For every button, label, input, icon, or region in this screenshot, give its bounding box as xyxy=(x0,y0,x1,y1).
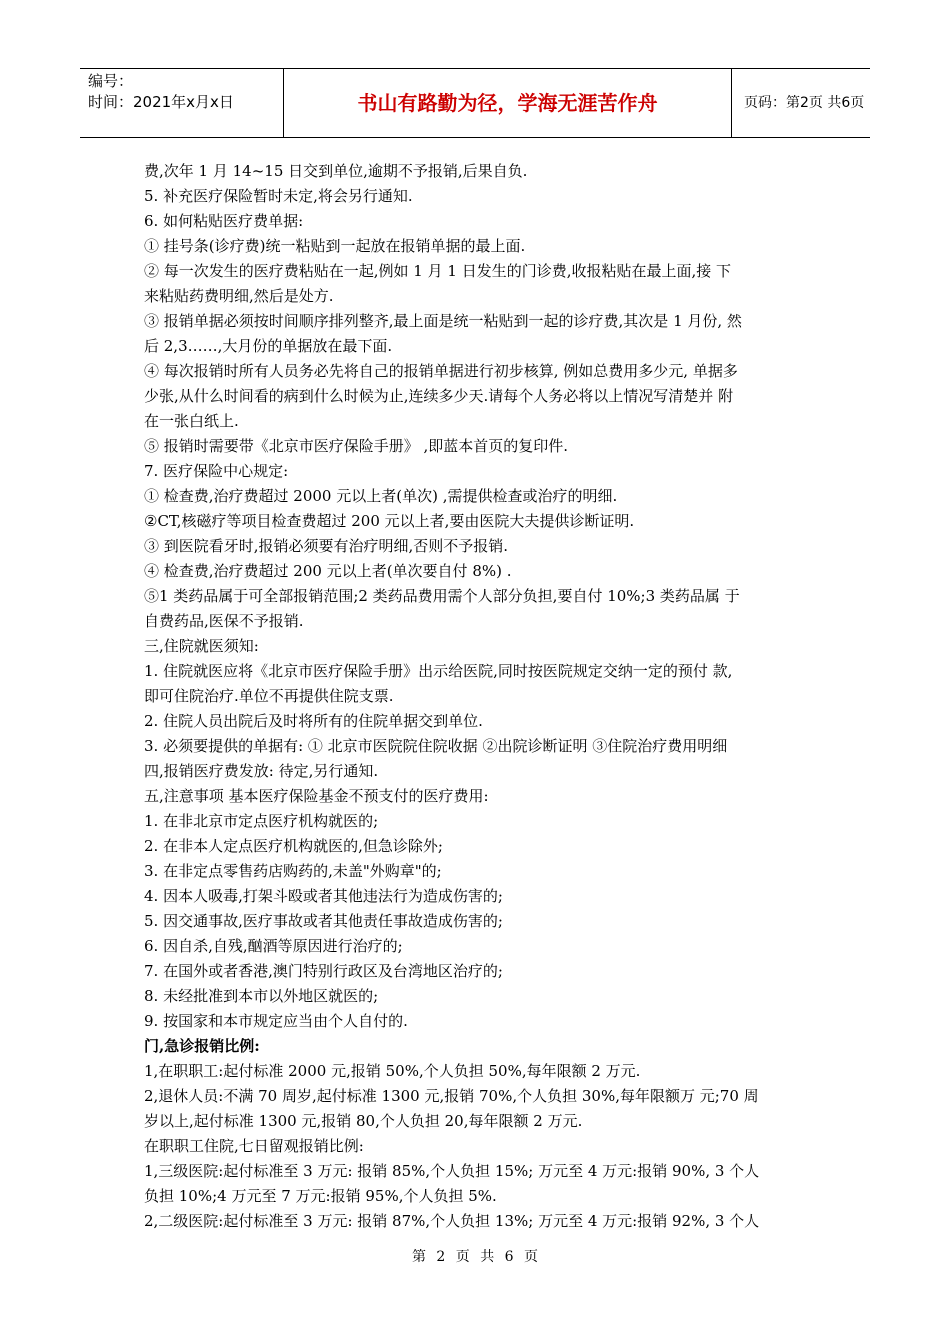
section-heading-bold: 门,急诊报销比例: xyxy=(144,1037,260,1055)
body-line: 1. 在非北京市定点医疗机构就医的; xyxy=(144,812,379,830)
body-line: ② 每一次发生的医疗费粘贴在一起,例如 1 月 1 日发生的门诊费,收报粘贴在最上面,接 下 xyxy=(144,262,732,280)
body-line: 负担 10%;4 万元至 7 万元:报销 95%,个人负担 5%. xyxy=(144,1187,497,1205)
header-page-number: 页码：第2页 共6页 xyxy=(744,95,865,111)
page-header xyxy=(80,68,870,138)
body-line: 6. 如何粘贴医疗费单据: xyxy=(144,212,304,230)
body-line: 2,退休人员:不满 70 周岁,起付标准 1300 元,报销 70%,个人负担 30%,每年限额万 元;70 周 xyxy=(144,1087,759,1105)
body-line: 5. 补充医疗保险暂时未定,将会另行通知. xyxy=(144,187,413,205)
body-line: 5. 因交通事故,医疗事故或者其他责任事故造成伤害的; xyxy=(144,912,503,930)
body-line: 3. 在非定点零售药店购药的,未盖"外购章"的; xyxy=(144,862,442,880)
body-line: ⑤ 报销时需要带《北京市医疗保险手册》 ,即蓝本首页的复印件. xyxy=(144,437,569,455)
section-heading: 三,住院就医须知: xyxy=(144,637,259,655)
header-motto: 书山有路勤为径，学海无涯苦作舟 xyxy=(284,69,732,137)
document-number-label: 编号： xyxy=(88,72,134,90)
body-line: 3. 必须要提供的单据有: ① 北京市医院院住院收据 ②出院诊断证明 ③住院治疗费用明细 xyxy=(144,737,728,755)
body-line: 6. 因自杀,自残,酗酒等原因进行治疗的; xyxy=(144,937,403,955)
body-line: 自费药品,医保不予报销. xyxy=(144,612,304,630)
body-line: 9. 按国家和本市规定应当由个人自付的. xyxy=(144,1012,408,1030)
body-line: 7. 医疗保险中心规定: xyxy=(144,462,289,480)
body-line: ④ 每次报销时所有人员务必先将自己的报销单据进行初步核算, 例如总费用多少元, 单据多 xyxy=(144,362,738,380)
section-heading: 四,报销医疗费发放: 待定,另行通知. xyxy=(144,762,379,780)
body-line: ③ 到医院看牙时,报销必须要有治疗明细,否则不予报销. xyxy=(144,537,509,555)
body-line: ②CT,核磁疗等项目检查费超过 200 元以上者,要由医院大夫提供诊断证明. xyxy=(144,512,635,530)
document-date-label: 时间：2021年x月x日 xyxy=(88,93,234,111)
body-line: ① 检查费,治疗费超过 2000 元以上者(单次) ,需提供检查或治疗的明细. xyxy=(144,487,618,505)
body-line: 岁以上,起付标准 1300 元,报销 80,个人负担 20,每年限额 2 万元. xyxy=(144,1112,583,1130)
body-line: 少张,从什么时间看的病到什么时候为止,连续多少天.请每个人务必将以上情况写清楚并 附 xyxy=(144,387,734,405)
body-line: 2,二级医院:起付标准至 3 万元: 报销 87%,个人负担 13%; 万元至 4 万元:报销 92%, 3 个人 xyxy=(144,1212,760,1230)
body-line: 1,在职职工:起付标准 2000 元,报销 50%,个人负担 50%,每年限额 2 万元. xyxy=(144,1062,641,1080)
body-line: 7. 在国外或者香港,澳门特别行政区及台湾地区治疗的; xyxy=(144,962,503,980)
body-line: ⑤1 类药品属于可全部报销范围;2 类药品费用需个人部分负担,要自付 10%;3 类药品属 于 xyxy=(144,587,740,605)
body-line: 1. 住院就医应将《北京市医疗保险手册》出示给医院,同时按医院规定交纳一定的预付 款, xyxy=(144,662,733,680)
header-meta xyxy=(80,69,284,137)
section-heading: 五,注意事项 基本医疗保险基金不预支付的医疗费用: xyxy=(144,787,489,805)
body-line: 来粘贴药费明细,然后是处方. xyxy=(144,287,334,305)
page-footer: 第 2 页 共 6 页 xyxy=(411,1249,539,1265)
body-line: ④ 检查费,治疗费超过 200 元以上者(单次要自付 8%) . xyxy=(144,562,512,580)
section-heading: 在职职工住院,七日留观报销比例: xyxy=(144,1137,364,1155)
document-body xyxy=(144,159,810,1234)
body-line: 8. 未经批准到本市以外地区就医的; xyxy=(144,987,379,1005)
body-line: ① 挂号条(诊疗费)统一粘贴到一起放在报销单据的最上面. xyxy=(144,237,526,255)
body-line: 2. 在非本人定点医疗机构就医的,但急诊除外; xyxy=(144,837,443,855)
body-line: 4. 因本人吸毒,打架斗殴或者其他违法行为造成伤害的; xyxy=(144,887,503,905)
body-line: 后 2,3……,大月份的单据放在最下面. xyxy=(144,337,393,355)
body-line: 2. 住院人员出院后及时将所有的住院单据交到单位. xyxy=(144,712,483,730)
body-line: ③ 报销单据必须按时间顺序排列整齐,最上面是统一粘贴到一起的诊疗费,其次是 1 月份, 然 xyxy=(144,312,742,330)
body-line: 费,次年 1 月 14~15 日交到单位,逾期不予报销,后果自负. xyxy=(144,162,528,180)
body-line: 在一张白纸上. xyxy=(144,412,239,430)
body-line: 1,三级医院:起付标准至 3 万元: 报销 85%,个人负担 15%; 万元至 4 万元:报销 90%, 3 个人 xyxy=(144,1162,760,1180)
body-line: 即可住院治疗.单位不再提供住院支票. xyxy=(144,687,394,705)
